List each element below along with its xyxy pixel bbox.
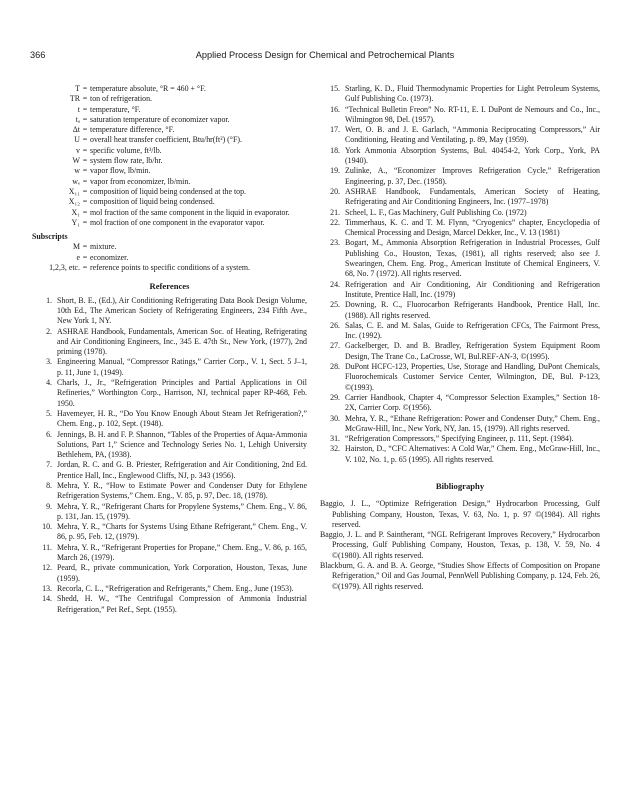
symbol: Y₁ [71,217,80,227]
equals-sign: = [82,84,88,93]
reference-text: Carrier Handbook, Chapter 4, “Compressor Selection Examples,” Section 18-2X, Carrier Corp. ©(1956). [345,392,600,413]
reference-entry [32,584,307,594]
references-heading: References [149,281,190,292]
reference-number: 12. [42,563,52,573]
reference-entry [320,414,600,435]
reference-text: Scheel, L. F., Gas Machinery, Gulf Publishing Co. (1972) [345,207,527,217]
reference-text: Jennings, B. H. and F. P. Shannon, “Tables of the Properties of Aqua-Ammonia Solutions, Part 1,” Science and Technology Series No. 1, Lehigh University Bethlehem, PA, (1938). [57,429,307,460]
reference-entry [32,409,307,430]
reference-number: 25. [330,300,340,310]
reference-text: DuPont HCFC-123, Properties, Use, Storage and Handling, DuPont Chemicals, Fluorochemicals Customer Service Center, Wilmington, DE, Bul. P-123, ©(1993). [345,362,600,392]
reference-number: 19. [330,166,340,176]
symbol-row [32,146,307,156]
symbol-row [32,242,307,252]
reference-text: Salas, C. E. and M. Salas, Guide to Refrigeration CFCs, The Fairmont Press, Inc. (1992). [345,320,600,341]
reference-text: Bogart, M., Ammonia Absorption Refrigeration in Industrial Processes, Gulf Publishing Co., Houston, Texas, (1981), all rights reserved; also see J. Swearingen, Chem. Eng. Prog., American Institute of Chemical Engineers, V. 68, No. 7 (1972). All rights reserved. [345,238,600,279]
reference-entry [32,357,307,378]
reference-text: Starling, K. D., Fluid Thermodynamic Properties for Light Petroleum Systems, Gulf Publishing Co. (1973). [345,84,600,104]
reference-number: 11. [42,542,52,552]
reference-entry [32,327,307,358]
symbol: TR [69,94,80,104]
reference-entry [320,444,600,465]
reference-number: 27. [330,341,340,351]
reference-text: Shedd, H. W., “The Centrifugal Compression of Ammonia Industrial Refrigeration,” Pet Ref., Sept. (1955). [57,594,307,614]
symbol-row [32,115,307,125]
reference-entry [320,341,600,362]
equals-sign: = [82,156,88,166]
symbol-row [32,218,307,228]
reference-text: ASHRAE Handbook, Fundamentals, American Soc. of Heating, Refrigerating and Air Conditioning Engineers, Inc., 345 E. 47th St., New York, (1977), 2nd priming (1978). [57,326,307,357]
reference-text: Timmerhaus, K. C. and T. M. Flynn, “Cryogenics” chapter, Encyclopedia of Chemical Processing and Design, Marcel Dekker, Inc., V. 13 (1981) [345,217,600,238]
reference-entry [32,430,307,461]
equals-sign: = [82,114,88,124]
reference-text: York Ammonia Absorption Systems, Bul. 40454-2, York Corp., York, PA (1940). [345,145,600,166]
symbol-definition: vapor from economizer, lb/min. [90,176,191,186]
reference-number: 1. [46,295,52,305]
references-list-left [32,296,307,615]
symbol-definition: ton of refrigeration. [90,94,153,104]
reference-entry [320,238,600,279]
symbol-definition: composition of liquid being condensed. [90,197,215,207]
reference-number: 20. [330,186,340,196]
symbol: 1,2,3, etc. [49,263,80,273]
reference-number: 23. [330,238,340,248]
symbol-definition: mol fraction of the same component in the liquid in evaporator. [90,207,290,217]
symbol: X₁ [71,207,80,217]
reference-text: “Refrigeration Compressors,” Specifying Engineer, p. 111, Sept. (1984). [345,434,574,444]
reference-entry [320,300,600,321]
reference-entry [32,378,307,409]
symbol-definition: vapor flow, lb/min. [90,166,151,176]
symbol-row [32,105,307,115]
symbol-row [32,125,307,135]
reference-entry [320,84,600,105]
symbol-row [32,197,307,207]
reference-entry [32,563,307,584]
symbol: M [72,242,80,252]
equals-sign: = [82,166,88,176]
reference-entry [32,594,307,615]
reference-text: Refrigeration and Air Conditioning, Air Conditioning and Refrigeration Institute, Prentice Hall, Inc. (1979) [345,279,600,299]
symbol-definition: specific volume, ft³/lb. [90,145,162,155]
symbol: e [76,252,80,262]
reference-number: 18. [330,145,340,155]
symbol-definition: system flow rate, lb/hr. [90,156,163,166]
equals-sign: = [82,104,88,114]
reference-entry [32,502,307,523]
references-list-right [320,84,600,465]
reference-text: ASHRAE Handbook, Fundamentals, American Society of Heating, Refrigerating and Air Conditioning Engineers, Inc. (1977–1978) [345,186,600,207]
symbol-definition: saturation temperature of economizer vapor. [90,114,230,124]
symbol: U [74,135,80,145]
reference-number: 17. [330,125,340,135]
reference-entry [320,208,600,218]
reference-text: Hairston, D., “CFC Alternatives: A Cold War,” Chem. Eng., McGraw-Hill, Inc., V. 102, No. 1, p. 65 (1995). All rights reserved. [345,444,600,464]
reference-number: 21. [330,207,340,217]
symbol-row [32,208,307,218]
equals-sign: = [82,217,88,227]
symbol: wₑ [72,176,80,186]
reference-text: Mehra, Y. R., “Ethane Refrigeration: Power and Condenser Duty,” Chem. Eng., McGraw-Hill, Inc., New York, NY, Jan. 15, (1979). All rights reserved. [345,413,600,433]
reference-text: Engineering Manual, “Compressor Ratings,” Carrier Corp., V. 1, Sect. 5 J–1, p. 11, June 1, (1949). [57,357,307,377]
symbol-definition: overall heat transfer coefficient, Btu/hr(ft²) (°F). [90,135,242,145]
reference-text: Mehra, Y. R., “Refrigerant Properties for Propane,” Chem. Eng., V. 86, p. 165, March 26, (1979). [57,542,307,563]
reference-text: Wert, O. B. and J. E. Garlach, “Ammonia Reciprocating Compressors,” Air Conditioning, Heating and Ventilating, p. 89, May (1959). [345,125,600,145]
running-header [30,50,600,64]
reference-entry [32,522,307,543]
symbol-definition: reference points to specific conditions of a system. [90,263,250,273]
equals-sign: = [82,176,88,186]
reference-number: 30. [330,413,340,423]
reference-number: 5. [46,408,52,418]
symbol-definition: composition of liquid being condensed at the top. [90,186,247,196]
symbol: X₁₁ [68,186,80,196]
reference-text: Zulinke, A., “Economizer Improves Refrigeration Cycle,” Refrigeration Engineering, p. 37, Dec. (1958). [345,166,600,186]
symbol-row [32,94,307,104]
reference-number: 26. [330,320,340,330]
reference-number: 2. [46,326,52,336]
reference-text: “Technical Bulletin Freon” No. RT-11, E. I. DuPont de Nemours and Co., Inc., Wilmington 98, Del. (1957). [345,104,600,124]
reference-entry [32,543,307,564]
symbol-definition: mol fraction of one component in the evaporator vapor. [90,217,265,227]
reference-entry [32,296,307,327]
reference-text: Havemeyer, H. R., “Do You Know Enough About Steam Jet Refrigeration?,” Chem. Eng., p. 102, Sept. (1948). [57,408,307,429]
reference-number: 31. [330,434,340,444]
reference-text: Mehra, Y. R., “Refrigerant Charts for Propylene Systems,” Chem. Eng., V. 86, p. 131, Jan. 15, (1979). [57,501,307,521]
reference-entry [320,393,600,414]
subscripts-heading: Subscripts [32,232,68,242]
reference-entry [32,481,307,502]
symbol-row [32,177,307,187]
reference-number: 32. [330,444,340,454]
reference-number: 29. [330,392,340,402]
reference-entry [320,146,600,167]
symbol-definition: temperature, °F. [90,104,141,114]
reference-text: Short, B. E., (Ed.), Air Conditioning Refrigerating Data Book Design Volume, 10th Ed., The American Society of Refrigerating Engineers, 234 Fifth Ave., New York 1, NY. [57,295,307,326]
reference-text: Mehra, Y. R., “Charts for Systems Using Ethane Refrigerant,” Chem. Eng., V. 86, p. 95, Feb. 12, (1979). [57,522,307,542]
reference-number: 15. [330,84,340,93]
reference-text: Peard, R., private communication, York Corporation, Houston, Texas, June (1959). [57,563,307,583]
reference-entry [32,460,307,481]
symbol-definition: temperature difference, °F. [90,125,175,135]
bibliography-heading: Bibliography [435,480,485,491]
equals-sign: = [82,252,88,262]
equals-sign: = [82,186,88,196]
symbol: v [76,145,80,155]
symbol-row [32,84,307,94]
equals-sign: = [82,145,88,155]
reference-entry [320,187,600,208]
reference-entry [320,434,600,444]
left-column [32,84,307,615]
reference-text: Charls, J., Jr., “Refrigeration Principles and Partial Applications in Oil Refineries,” Worthington Corp., Harrison, NJ, technical paper RP-468, Feb. 1950. [57,378,307,408]
reference-entry [320,362,600,393]
reference-number: 3. [46,357,52,367]
bibliography-entry: Baggio, J. L., “Optimize Refrigeration Design,” Hydrocarbon Processing, Gulf Publishing Company, Houston, Texas, V. 63, No. 1, p. 97 ©(1984). All rights reserved. [320,499,600,529]
symbol-row [32,156,307,166]
symbol-row [32,263,307,273]
symbol: tₐ [75,114,80,124]
reference-number: 6. [46,429,52,439]
reference-number: 28. [330,362,340,372]
symbol-definition: mixture. [90,242,117,252]
reference-entry [320,280,600,301]
reference-text: Mehra, Y. R., “How to Estimate Power and Condenser Duty for Ethylene Refrigeration Systems,” Chem. Eng., V. 85, p. 97, Dec. 18, (1978). [57,480,307,501]
bibliography-entry: Blackburn, G. A. and B. A. George, “Studies Show Effects of Composition on Propane Refrigeration,” Oil and Gas Journal, PennWell Publishing Company, p. 124, Feb. 26, ©(1979). All rights reserved. [320,561,600,591]
symbol: Δt [72,125,80,135]
equals-sign: = [82,197,88,207]
reference-text: Downing, R. C., Fluorocarbon Refrigerants Handbook, Prentice Hall, Inc. (1988). All rights reserved. [345,300,600,320]
bibliography-list [320,499,600,592]
reference-entry [320,125,600,146]
reference-number: 4. [46,378,52,388]
nomenclature-list [32,84,307,228]
reference-number: 24. [330,279,340,289]
reference-entry [320,321,600,342]
symbol-row [32,187,307,197]
reference-number: 14. [42,594,52,604]
reference-text: Jordan, R. C. and G. B. Priester, Refrigeration and Air Conditioning, 2nd Ed. Prentice Hall, Inc., Englewood Cliffs, NJ, p. 343 (1956). [57,460,307,480]
reference-number: 10. [42,522,52,532]
running-title: Applied Process Design for Chemical and Petrochemical Plants [195,50,455,60]
reference-number: 22. [330,217,340,227]
symbol: w [74,166,80,176]
symbol: X₁₂ [68,197,80,207]
reference-entry [320,218,600,239]
symbol: T [75,84,80,93]
reference-number: 7. [46,460,52,470]
page-number: 366 [30,50,46,60]
symbol: W [72,156,80,166]
symbol-definition: temperature absolute, °R = 460 + °F. [90,84,206,93]
reference-text: Gackelberger, D. and B. Bradley, Refrigeration System Equipment Room Design, The Trane Co., LaCrosse, WI, Bul.REF-AN-3, ©(1995). [345,341,600,361]
subscripts-list [32,242,307,273]
symbol-row [32,166,307,176]
equals-sign: = [82,263,88,273]
reference-text: Recorla, C. L., “Refrigeration and Refrigerants,” Chem. Eng., June (1953). [57,583,294,593]
reference-number: 16. [330,104,340,114]
equals-sign: = [82,135,88,145]
reference-number: 8. [46,480,52,490]
equals-sign: = [82,125,88,135]
symbol-row [32,135,307,145]
symbol-definition: economizer. [90,252,129,262]
symbol-row [32,253,307,263]
reference-number: 9. [46,501,52,511]
equals-sign: = [82,242,88,252]
reference-number: 13. [42,583,52,593]
bibliography-entry: Baggio, J. L. and P. Saintherant, “NGL Refrigerant Improves Recovery,” Hydrocarbon Processing, Gulf Publishing Company, Houston, Texas, p. 138, V. 59, No. 4 ©(1980). All rights reserved. [320,530,600,560]
reference-entry [320,166,600,187]
symbol: t [77,104,80,114]
equals-sign: = [82,94,88,104]
right-column [320,84,600,592]
equals-sign: = [82,207,88,217]
reference-entry [320,105,600,126]
